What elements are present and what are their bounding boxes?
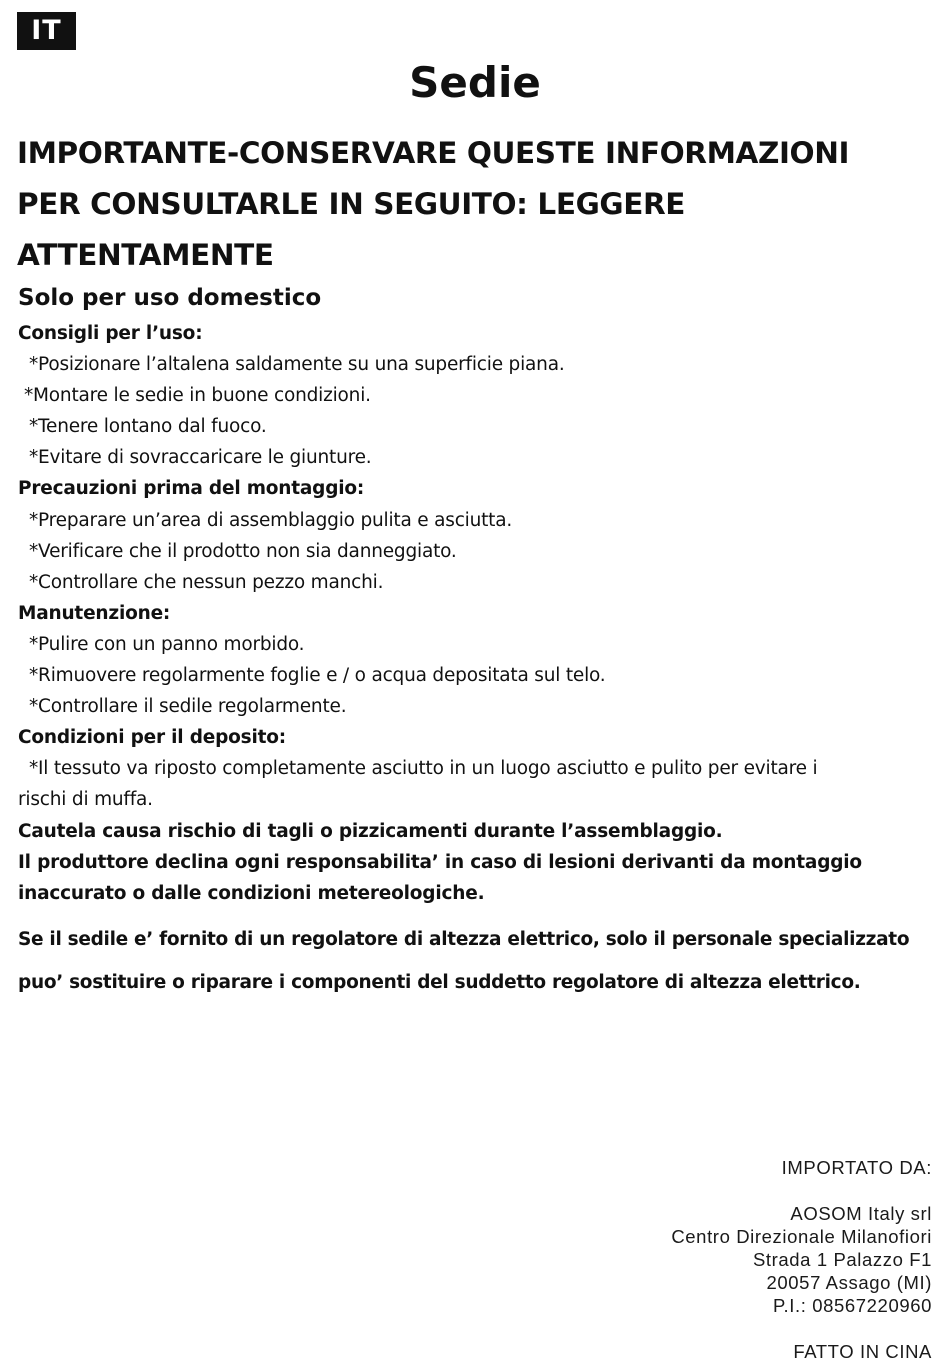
country-of-origin: FATTO IN CINA (793, 1341, 932, 1362)
section-heading-usage: Consigli per l’uso: (18, 323, 203, 344)
list-item-continuation: rischi di muffa. (18, 789, 153, 811)
importer-address-2: Strada 1 Palazzo F1 (752, 1249, 932, 1270)
importer-address-3: 20057 Assago (MI) (766, 1272, 932, 1293)
list-item: *Verificare che il prodotto non sia danneggiato. (29, 540, 457, 562)
warning-line-3: ATTENTAMENTE (17, 238, 274, 272)
list-item: *Rimuovere regolarmente foglie e / o acqua depositata sul telo. (29, 665, 606, 687)
language-badge: IT (17, 12, 76, 50)
importer-company: AOSOM Italy srl (790, 1203, 932, 1224)
list-item: *Preparare un’area di assemblaggio pulita e asciutta. (29, 509, 513, 531)
list-item: *Il tessuto va riposto completamente asciutto in un luogo asciutto e pulito per evitare i (29, 758, 818, 780)
list-item: *Controllare che nessun pezzo manchi. (29, 571, 384, 593)
list-item: *Pulire con un panno morbido. (29, 633, 305, 655)
electric-note-line-2: puo’ sostituire o riparare i componenti del suddetto regolatore di altezza elettrico. (18, 972, 861, 993)
warning-line-2: PER CONSULTARLE IN SEGUITO: LEGGERE (17, 187, 686, 221)
list-item: *Posizionare l’altalena saldamente su una superficie piana. (29, 354, 565, 376)
instructions-body (18, 318, 938, 909)
page-title: Sedie (409, 58, 541, 107)
electric-regulator-note (18, 918, 943, 1004)
liability-note-line-2: inaccurato o dalle condizioni metereologiche. (18, 882, 485, 904)
importer-vat: P.I.: 08567220960 (772, 1295, 932, 1316)
importer-address-1: Centro Direzionale Milanofiori (671, 1226, 932, 1247)
list-item: *Evitare di sovraccaricare le giunture. (29, 447, 372, 469)
subtitle: Solo per uso domestico (18, 285, 322, 311)
list-item: *Controllare il sedile regolarmente. (29, 696, 347, 718)
section-heading-storage: Condizioni per il deposito: (18, 727, 286, 749)
section-heading-maintenance: Manutenzione: (18, 602, 171, 624)
important-warning (17, 128, 937, 281)
list-item: *Montare le sedie in buone condizioni. (24, 385, 371, 407)
section-heading-precautions: Precauzioni prima del montaggio: (18, 478, 365, 500)
liability-note-line-1: Il produttore declina ogni responsabilita’ in caso di lesioni derivanti da montaggio (18, 851, 862, 873)
warning-line-1: IMPORTANTE-CONSERVARE QUESTE INFORMAZIONI (17, 136, 850, 170)
list-item: *Tenere lontano dal fuoco. (29, 416, 267, 438)
electric-note-line-1: Se il sedile e’ fornito di un regolatore di altezza elettrico, solo il personale specializzato (18, 929, 910, 950)
importer-label: IMPORTATO DA: (781, 1157, 932, 1178)
caution-note: Cautela causa rischio di tagli o pizzicamenti durante l’assemblaggio. (18, 820, 723, 842)
importer-block (671, 1156, 932, 1363)
